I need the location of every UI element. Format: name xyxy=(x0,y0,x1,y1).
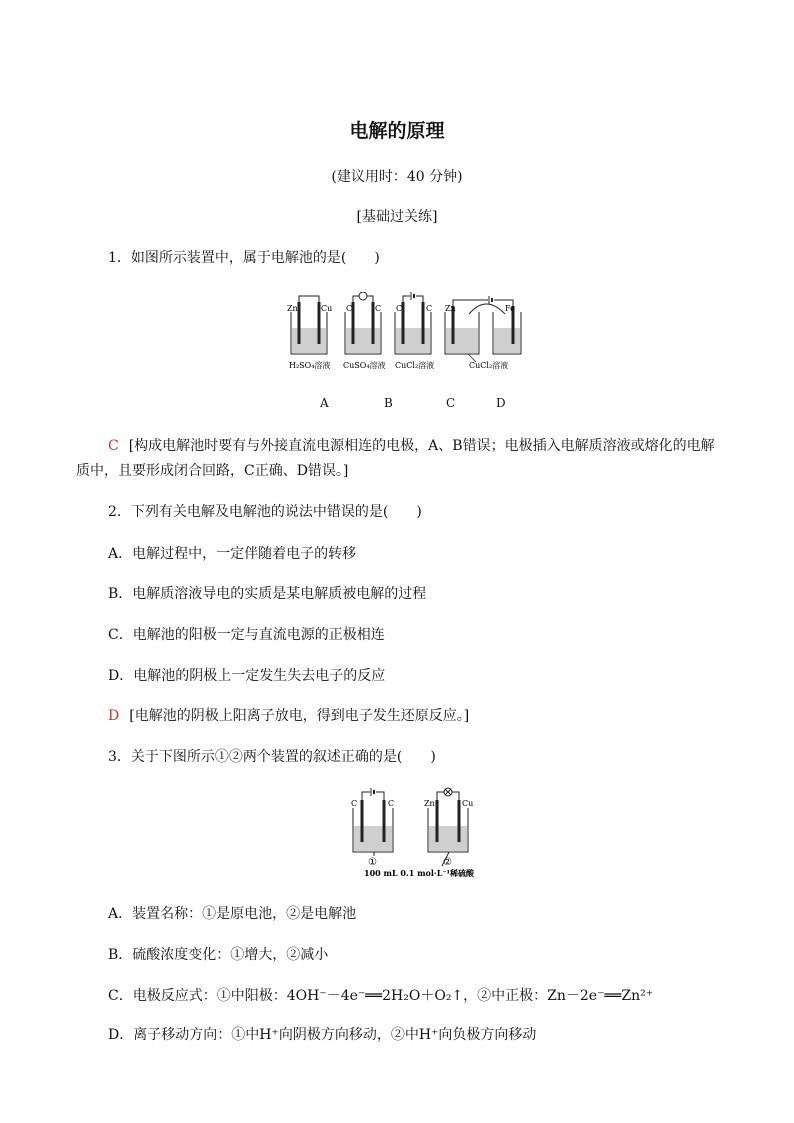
solution-label: CuCl₂溶液 xyxy=(469,361,509,370)
question-1-stem: 1．如图所示装置中，属于电解池的是( ) xyxy=(108,250,380,266)
answer-explanation: [构成电解池时要有与外接直流电源相连的电极，A、B错误；电极插入电解质溶液或熔化的电解 xyxy=(128,438,715,454)
electrode-label: Fe xyxy=(505,304,515,313)
electrode-label: Zn xyxy=(424,799,435,808)
electrode-label: C xyxy=(346,304,353,313)
solution-label: CuCl₂溶液 xyxy=(395,361,435,370)
q2-option-b: B．电解质溶液导电的实质是某电解质被电解的过程 xyxy=(108,586,427,602)
solution-label: CuSO₄溶液 xyxy=(343,361,386,370)
answer-letter: D xyxy=(108,708,120,724)
q3-option-d: D．离子移动方向：①中H⁺向阴极方向移动，②中H⁺向负极方向移动 xyxy=(108,1027,537,1043)
solution-label: H₂SO₄溶液 xyxy=(289,361,331,370)
section-label: [基础过关练] xyxy=(356,209,438,225)
q1-option-label: A xyxy=(320,396,329,410)
answer-explanation: [电解池的阴极上阳离子放电，得到电子发生还原反应。] xyxy=(129,708,470,724)
page-title: 电解的原理 xyxy=(349,120,445,142)
q2-option-c: C．电解池的阳极一定与直流电源的正极相连 xyxy=(108,627,385,643)
electrode-label: Zn xyxy=(287,304,298,313)
q1-option-label: D xyxy=(496,396,506,410)
q3-apparatus-figure xyxy=(348,786,478,878)
electrode-label: C xyxy=(375,304,382,313)
electrode-label: Cu xyxy=(462,799,474,808)
electrode-label: Zn xyxy=(445,304,456,313)
device-mark: ① xyxy=(368,857,377,868)
q3-option-a: A．装置名称：①是原电池，②是电解池 xyxy=(108,906,357,922)
q1-option-label: C xyxy=(446,396,456,410)
electrode-label: Cu xyxy=(321,304,333,313)
time-note: (建议用时：40 分钟) xyxy=(331,169,463,185)
question-2-stem: 2．下列有关电解及电解池的说法中错误的是( ) xyxy=(108,504,422,520)
q1-answer-continued: 质中，且要形成闭合回路，C正确、D错误。] xyxy=(76,463,349,479)
q3-option-c: C．电极反应式：①中阳极：4OH⁻－4e⁻══2H₂O＋O₂↑，②中正极：Zn－2e⁻══Zn²⁺ xyxy=(108,988,654,1004)
electrode-label: C xyxy=(426,304,433,313)
solution-caption: 100 mL 0.1 mol·L⁻¹稀硫酸 xyxy=(364,868,475,878)
electrode-label: C xyxy=(396,304,403,313)
q1-option-label: B xyxy=(384,396,393,410)
q2-option-a: A．电解过程中，一定伴随着电子的转移 xyxy=(108,546,357,562)
q1-apparatus-figure xyxy=(283,292,523,382)
question-3-stem: 3．关于下图所示①②两个装置的叙述正确的是( ) xyxy=(108,749,436,765)
electrode-label: C xyxy=(351,799,358,808)
answer-letter: C xyxy=(108,438,119,454)
device-mark: ② xyxy=(443,857,452,868)
electrode-label: C xyxy=(388,799,395,808)
q1-answer xyxy=(108,435,715,455)
q2-option-d: D．电解池的阴极上一定发生失去电子的反应 xyxy=(108,668,386,684)
q2-answer xyxy=(108,705,469,725)
q3-option-b: B．硫酸浓度变化：①增大，②减小 xyxy=(108,947,329,963)
